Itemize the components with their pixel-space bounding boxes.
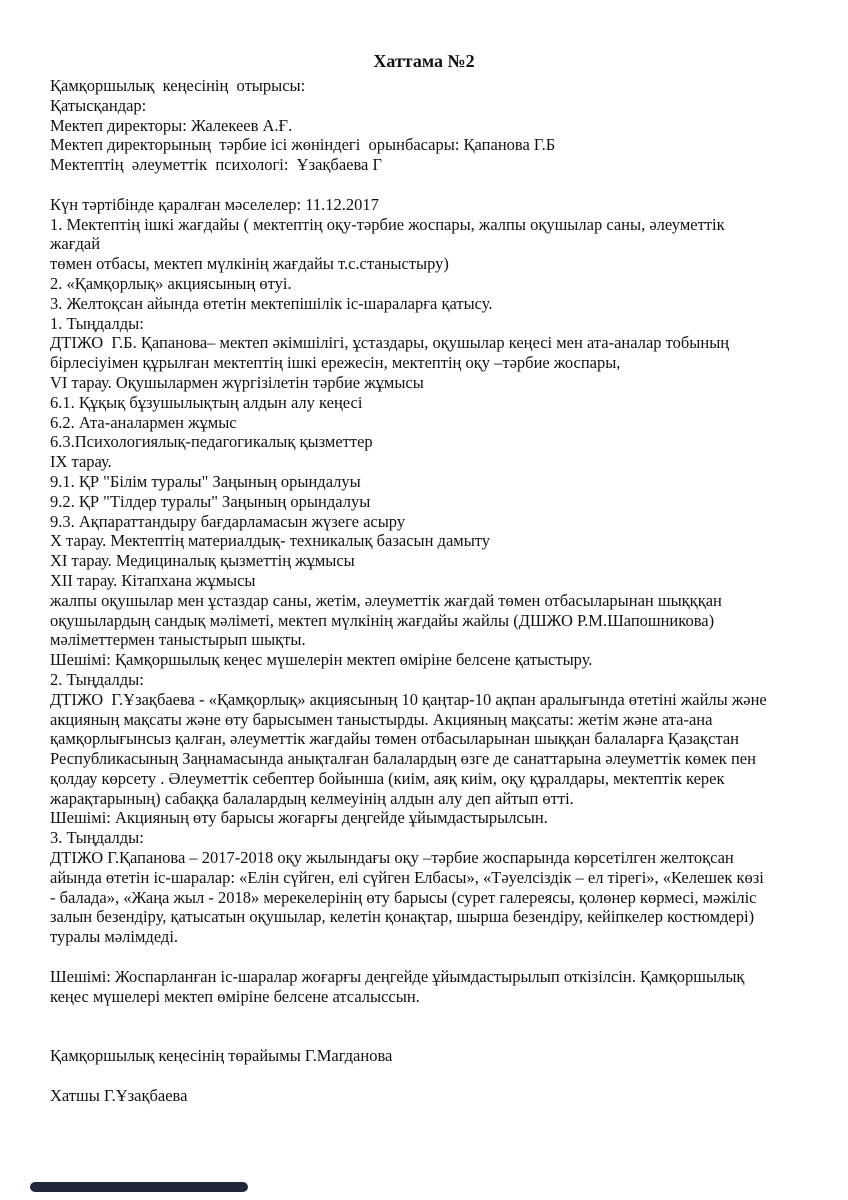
document-line: мәліметтермен таныстырып шықты. — [50, 630, 306, 650]
document-line: қамқорлығынсыз қалған, әлеуметтік жағдайы төмен отбасыларынан шыққан балаларға Қазақстан — [50, 729, 740, 749]
document-line: 6.3.Психологиялық-педагогикалық қызметтер — [50, 432, 373, 452]
document-line: 1. Мектептің ішкі жағдайы ( мектептің оқу-тәрбие жоспары, жалпы оқушылар саны, әлеуметтік — [50, 214, 725, 234]
document-line: жалпы оқушылар мен ұстаздар саны, жетім, әлеуметтік жағдай төмен отбасыларынан шықққан — [50, 590, 722, 610]
document-line: XII тарау. Кітапхана жұмысы — [50, 570, 256, 590]
document-line: Мектептің әлеуметтік психологі: Ұзақбаева Г — [50, 155, 383, 175]
document-line: ДТІЖО Г.Б. Қапанова– мектеп әкімшілігі, ұстаздары, оқушылар кеңесі мен ата-аналар тобының — [50, 333, 730, 353]
document-line: Шешімі: Қамқоршылық кеңес мүшелерін мектеп өміріне белсене қатыстыру. — [50, 650, 593, 670]
document-line: Республикасының Заңнамасында анықталған балалардың өзге де санаттарына әлеуметтік көмек пен — [50, 749, 756, 769]
document-line: туралы мәлімдеді. — [50, 927, 179, 947]
document-line: Шешімі: Акцияның өту барысы жоғарғы деңгейде ұйымдастырылсын. — [50, 808, 548, 828]
document-line — [50, 947, 818, 967]
document-line: 9.3. Ақпараттандыру бағдарламасын жүзеге асыру — [50, 511, 406, 531]
document-line: оқушылардың сандық мәліметі, мектеп мүлкінің жағдайы жайлы (ДШЖО Р.М.Шапошникова) — [50, 610, 715, 630]
document-body — [50, 76, 818, 1105]
document-line: Мектеп директорының тәрбие ісі жөніндегі орынбасары: Қапанова Г.Б — [50, 135, 556, 155]
document-line: ДТІЖО Г.Ұзақбаева - «Қамқорлық» акциясының 10 қаңтар-10 ақпан аралығында өтетіні жайлы және — [50, 689, 767, 709]
document-line: төмен отбасы, мектеп мүлкінің жағдайы т.с.станыстыру) — [50, 254, 449, 274]
document-line: 1. Тыңдалды: — [50, 313, 144, 333]
document-line: VI тарау. Оқушылармен жүргізілетін тәрбие жұмысы — [50, 372, 424, 392]
document-line — [50, 1006, 818, 1026]
document-line — [50, 175, 818, 195]
document-line: жарақтарының) сабаққа балалардың келмеуінің алдын алу деп айтып өтті. — [50, 788, 574, 808]
document-line: акцияның мақсаты және өту барысымен таныстырды. Акцияның мақсаты: жетім және ата-ана — [50, 709, 713, 729]
document-line: Мектеп директоры: Жалекеев А.Ғ. — [50, 115, 293, 135]
document-line: IX тарау. — [50, 452, 112, 472]
document-line: Қамқоршылық кеңесінің отырысы: — [50, 76, 306, 95]
document-line: 9.1. ҚР "Білім туралы" Заңының орындалуы — [50, 471, 361, 491]
document-line: 3. Желтоқсан айында өтетін мектепішілік іс-шараларға қатысу. — [50, 293, 493, 313]
document-line — [50, 1066, 818, 1086]
document-line: залын безендіру, қатысатын оқушылар, келетін қонақтар, шырша безендіру, кейіпкелер костюмдері) — [50, 907, 755, 927]
document-line: 9.2. ҚР "Тілдер туралы" Заңының орындалуы — [50, 491, 371, 511]
document-line: X тарау. Мектептің материалдық- техникалық базасын дамыту — [50, 531, 491, 551]
document-line: ДТІЖО Г.Қапанова – 2017-2018 оқу жылындағы оқу –тәрбие жоспарында көрсетілген желтоқсан — [50, 848, 734, 868]
document-line: Қатысқандар: — [50, 95, 147, 115]
document-line: XI тарау. Медициналық қызметтің жұмысы — [50, 551, 355, 571]
document-line — [50, 1026, 818, 1046]
redaction-bar — [30, 1182, 248, 1192]
document-line: 2. «Қамқорлық» акциясының өтуі. — [50, 273, 292, 293]
document-line: Шешімі: Жоспарланған іс-шаралар жоғарғы деңгейде ұйымдастырылып откізілсін. Қамқоршылық — [50, 966, 745, 986]
document-line: айында өтетін іс-шаралар: «Елін сүйген, елі сүйген Елбасы», «Тәуелсіздік – ел тірегі», «Келешек көзі — [50, 867, 764, 887]
document-line: бірлесіуімен құрылған мектептің ішкі ережесін, мектептің оқу –тәрбие жоспары, — [50, 353, 621, 373]
document-line: 2. Тыңдалды: — [50, 669, 144, 689]
document-line: Қамқоршылық кеңесінің төрайымы Г.Магданова — [50, 1046, 393, 1066]
document-line: Күн тәртібінде қаралған мәселелер: 11.12.2017 — [50, 194, 379, 214]
document-line: 6.2. Ата-аналармен жұмыс — [50, 412, 237, 432]
document-line: жағдай — [50, 234, 101, 254]
document-line: 3. Тыңдалды: — [50, 828, 144, 848]
document-line: - балада», «Жаңа жыл - 2018» мерекелерінің өту барысы (сурет галереясы, қолөнер көрмесі, мәжіліс — [50, 887, 757, 907]
document-line: кеңес мүшелері мектеп өміріне белсене атсалыссын. — [50, 986, 420, 1006]
document-line: Хатшы Г.Ұзақбаева — [50, 1085, 188, 1105]
document-line: қолдау көрсету . Әлеуметтік себептер бойынша (киім, аяқ киім, оқу құралдары, мектептік керек — [50, 768, 725, 788]
document-title: Хаттама №2 — [373, 51, 475, 71]
document-line: 6.1. Құқық бұзушылықтың алдын алу кеңесі — [50, 392, 363, 412]
